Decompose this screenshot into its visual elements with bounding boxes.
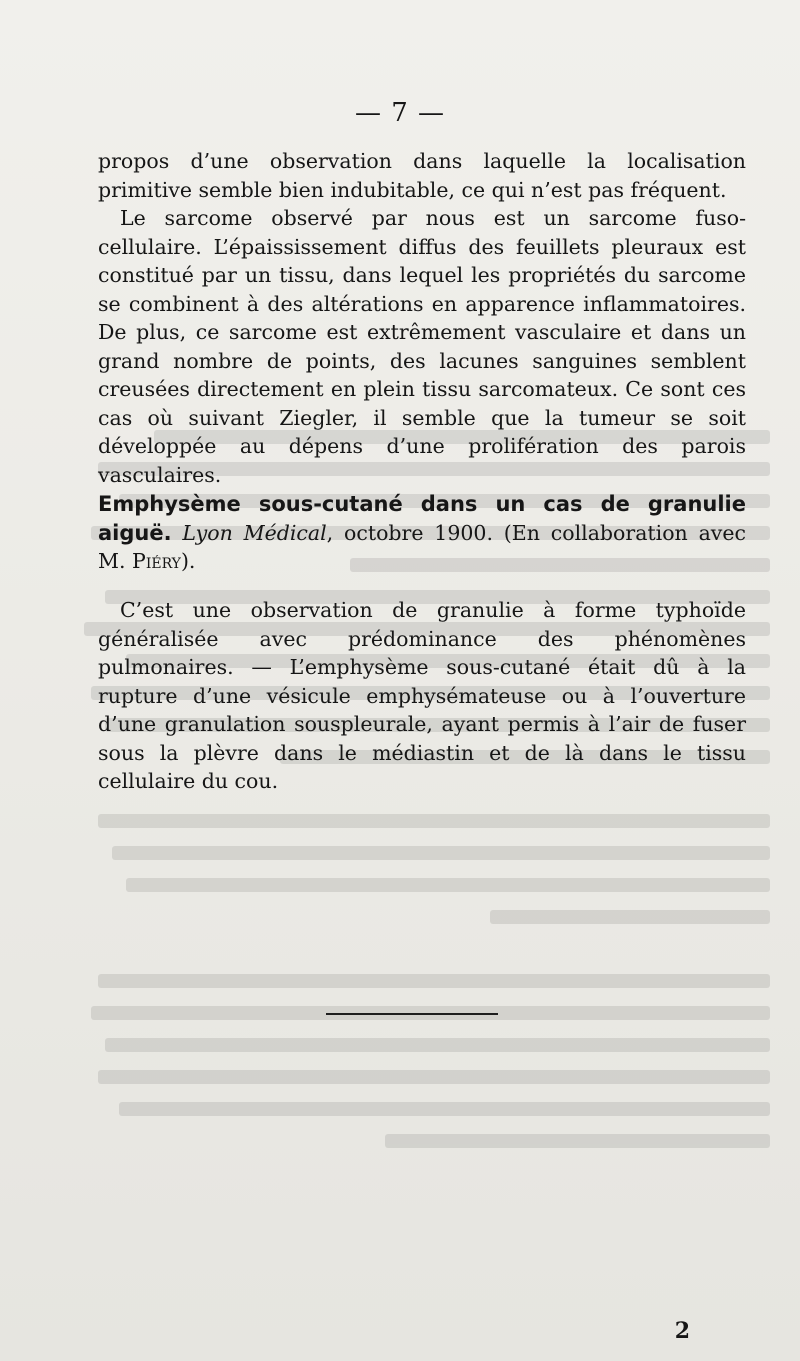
page-folio: — 7 — [354, 98, 446, 128]
signature-mark: 2 [674, 1318, 690, 1344]
paragraph-sarcoma-continuation: propos d’une observation dans laquelle la localisation primitive semble bien indubitable, ce qui n’est pas fréquent. [98, 149, 746, 202]
entry-details: , octobre 1900. (En collaboration avec M. [98, 520, 746, 573]
section-divider-rule [326, 1013, 498, 1015]
paragraph-granulie: C’est une observation de granulie à forme typhoïde généralisée avec prédominance des phénomènes pulmonaires. — L’emphysème sous-cutané était dû à la rupture d’une vésicule emphysémateuse ou à l’ouverture d’une granulation souspleurale, ayant permis à l’air de fuser sous la plèvre dans le médiastin et de là dans le tissu cellulaire du cou. [98, 598, 746, 793]
entry-coauthor: Piéry [132, 549, 181, 573]
bibliography-entry-heading [98, 490, 746, 576]
entry-closing: ). [180, 549, 196, 573]
entry-title: Emphysème sous-cutané dans un cas de granulie aiguë. [98, 492, 746, 545]
entry-journal: Lyon Médical [182, 520, 327, 545]
paragraph-sarcoma-body: Le sarcome observé par nous est un sarcome fuso-cellulaire. L’épaississement diffus des feuillets pleuraux est constitué par un tissu, dans lequel les propriétés du sarcome se combinent à des altérations en apparence inflammatoires. De plus, ce sarcome est extrêmement vasculaire et dans un grand nombre de points, des lacunes sanguines semblent creusées directement en plein tissu sarcomateux. Ce sont ces cas où suivant Ziegler, il semble que la tumeur se soit développée au dépens d’une prolifération des parois vasculaires. [98, 206, 746, 487]
paragraph-sarcoma [98, 147, 746, 489]
